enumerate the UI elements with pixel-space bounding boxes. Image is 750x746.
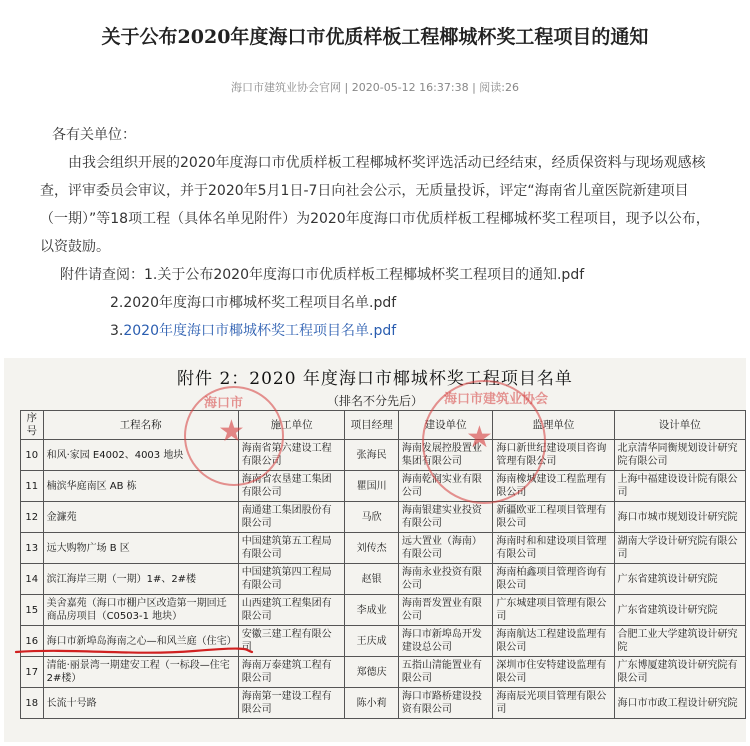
cell-manager: 郑德庆 [345,657,398,688]
cell-supervisor: 海南时和和建设项目管理有限公司 [493,533,614,564]
cell-designer: 广东省建筑设计研究院 [614,595,745,626]
table-row [21,595,746,626]
cell-index: 15 [21,595,44,626]
cell-designer: 合肥工业大学建筑设计研究院 [614,626,745,657]
cell-index: 11 [21,471,44,502]
attachment-link-3[interactable]: 3.2020年度海口市椰城杯奖工程项目名单.pdf [110,323,397,339]
article-body [40,121,710,345]
cell-designer: 广东博厦建筑设计研究院有限公司 [614,657,745,688]
attachment-link-1[interactable]: 1.关于公布2020年度海口市优质样板工程椰城杯奖工程项目的通知.pdf [144,267,585,283]
col-header-project: 工程名称 [43,411,238,440]
separator: | [344,81,352,94]
col-header-index: 序号 [21,411,44,440]
col-header-designer: 设计单位 [614,411,745,440]
cell-supervisor: 海口新世纪建设项目咨询管理有限公司 [493,440,614,471]
table-row [21,502,746,533]
cell-index: 10 [21,440,44,471]
cell-project: 楠滨华庭南区 AB 栋 [43,471,238,502]
cell-owner: 五指山清能置业有限公司 [398,657,492,688]
cell-index: 18 [21,688,44,719]
cell-supervisor: 海南橡城建设工程监理有限公司 [493,471,614,502]
cell-project: 滨江海岸三期（一期）1#、2#楼 [43,564,238,595]
cell-manager: 张海民 [345,440,398,471]
attachment-link-2[interactable]: 2.2020年度海口市椰城杯奖工程项目名单.pdf [110,295,397,311]
seal-right-text: 海口市建筑业协会 [444,392,549,407]
col-header-builder: 施工单位 [238,411,345,440]
seal-right-star-icon: ★ [466,420,493,455]
cell-project: 长流十号路 [43,688,238,719]
table-row [21,657,746,688]
cell-owner: 远大置业（海南）有限公司 [398,533,492,564]
page-title: 关于公布2020年度海口市优质样板工程椰城杯奖工程项目的通知 [101,26,649,48]
cell-builder: 中国建筑第五工程局有限公司 [238,533,345,564]
cell-manager: 马欣 [345,502,398,533]
scan-subtitle: （排名不分先后） [326,394,423,408]
table-row [21,533,746,564]
cell-builder: 海南第一建设工程有限公司 [238,688,345,719]
cell-owner: 海南永业投资有限公司 [398,564,492,595]
cell-index: 12 [21,502,44,533]
cell-index: 13 [21,533,44,564]
cell-builder: 海南省农垦建工集团有限公司 [238,471,345,502]
cell-designer: 北京清华同衡规划设计研究院有限公司 [614,440,745,471]
cell-supervisor: 深圳市住安特建设监理有限公司 [493,657,614,688]
col-header-manager: 项目经理 [345,411,398,440]
view-count: 阅读:26 [479,81,519,94]
meta-line [0,79,750,95]
cell-manager: 陈小莉 [345,688,398,719]
cell-owner: 海南发展控股置业集团有限公司 [398,440,492,471]
cell-owner: 海南乾润实业有限公司 [398,471,492,502]
cell-builder: 南通建工集团股份有限公司 [238,502,345,533]
cell-project: 清能·丽景湾一期建安工程（一标段—住宅 2#楼） [43,657,238,688]
cell-owner: 海南银建实业投资有限公司 [398,502,492,533]
cell-manager: 刘传杰 [345,533,398,564]
cell-project: 金濂苑 [43,502,238,533]
cell-owner: 海口市路桥建设投资有限公司 [398,688,492,719]
attachment-line-1 [40,261,710,289]
cell-supervisor: 海南航达工程建设监理有限公司 [493,626,614,657]
table-row [21,688,746,719]
cell-project: 和风·家园 E4002、4003 地块 [43,440,238,471]
cell-manager: 赵银 [345,564,398,595]
cell-manager: 瞿国川 [345,471,398,502]
cell-designer: 上海中福建设设计院有限公司 [614,471,745,502]
col-header-owner: 建设单位 [398,411,492,440]
scanned-attachment-image [4,358,746,742]
cell-manager: 李成业 [345,595,398,626]
notice-paragraph: 由我会组织开展的2020年度海口市优质样板工程椰城杯奖评选活动已经结束，经质保资料与现场观感核查，评审委员会审议，并于2020年5月1日-7日向社会公示，无质量投诉，评定“海南省儿童医院新建项目（一期）”等18项工程（具体名单见附件）为2020年度海口市优质样板工程椰城杯奖工程项目，现予以公布，以资鼓励。 [40,155,710,255]
salutation: 各有关单位： [52,127,136,143]
cell-supervisor: 海南柏鑫项目管理咨询有限公司 [493,564,614,595]
cell-index: 14 [21,564,44,595]
cell-designer: 海口市城市规划设计研究院 [614,502,745,533]
scan-title: 附件 2：2020 年度海口市椰城杯奖工程项目名单 [177,369,573,389]
cell-supervisor: 新疆欧亚工程项目管理有限公司 [493,502,614,533]
cell-index: 17 [21,657,44,688]
publish-datetime: 2020-05-12 16:37:38 [351,81,469,94]
seal-left-star-icon: ★ [218,414,245,449]
cell-owner: 海口市新埠岛开发建设总公司 [398,626,492,657]
table-row [21,564,746,595]
table-row [21,471,746,502]
seal-left-text: 海口市 [204,396,244,411]
cell-builder: 海南省第六建设工程有限公司 [238,440,345,471]
table-row [21,626,746,657]
cell-designer: 湖南大学设计研究院有限公司 [614,533,745,564]
cell-designer: 海口市市政工程设计研究院 [614,688,745,719]
cell-supervisor: 海南辰光项目管理有限公司 [493,688,614,719]
cell-builder: 山西建筑工程集团有限公司 [238,595,345,626]
cell-builder: 安徽三建工程有限公司 [238,626,345,657]
cell-builder: 中国建筑第四工程局有限公司 [238,564,345,595]
cell-index: 16 [21,626,44,657]
col-header-supervisor: 监理单位 [493,411,614,440]
cell-builder: 海南万泰建筑工程有限公司 [238,657,345,688]
cell-designer: 广东省建筑设计研究院 [614,564,745,595]
cell-supervisor: 广东城建项目管理有限公司 [493,595,614,626]
table-header-row [21,411,746,440]
attachments-label: 附件请查阅： [60,267,144,283]
cell-owner: 海南晋发置业有限公司 [398,595,492,626]
cell-project: 远大购物广场 B 区 [43,533,238,564]
cell-project: 海口市新埠岛海南之心—和风兰庭（住宅） [43,626,238,657]
source-link[interactable]: 海口市建筑业协会官网 [231,81,342,94]
separator: | [472,81,480,94]
cell-manager: 王庆成 [345,626,398,657]
project-table [20,410,746,719]
table-row [21,440,746,471]
cell-project: 美舍嘉苑（海口市棚户区改造第一期回迁商品房项目（C0503-1 地块） [43,595,238,626]
